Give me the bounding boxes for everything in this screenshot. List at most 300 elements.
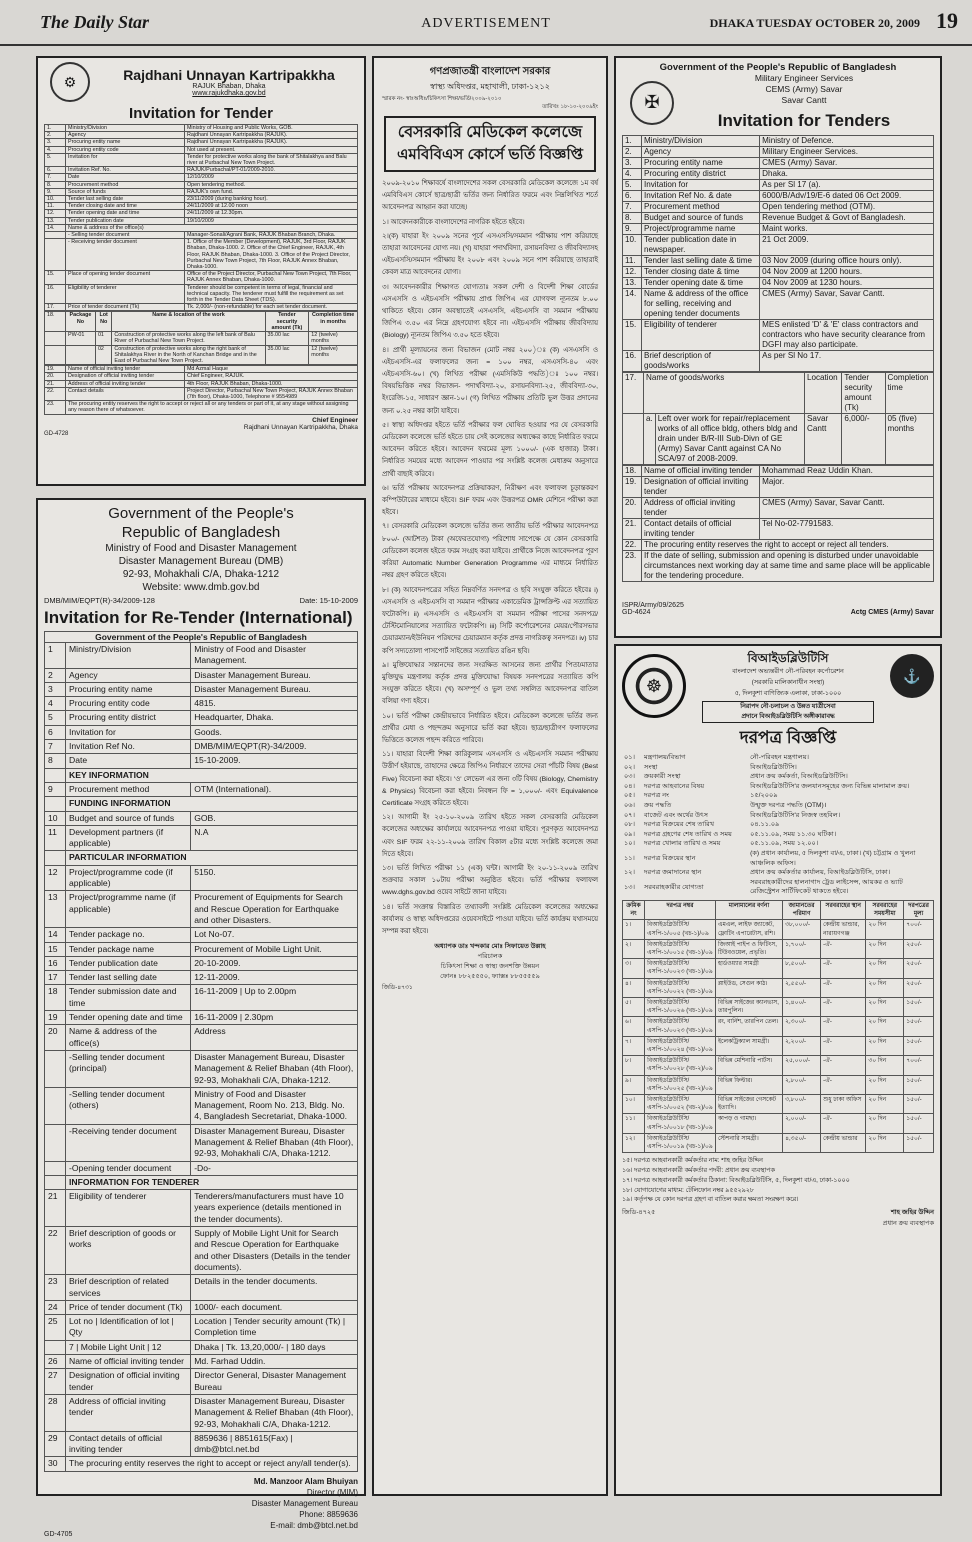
table-cell: বিআইডব্লিউটিসি/এসপি-১/০০২৩ (খচ-১)/০৯ <box>645 1017 716 1036</box>
mes-gov: Government of the People's Republic of Bangladesh <box>659 62 897 73</box>
table-row <box>623 235 934 256</box>
dmb-ministry: Ministry of Food and Disaster Management <box>105 543 297 554</box>
table-cell: Tender for protective works along the bank of Shitalakhya and Balu river at Purbachal New Town Project. <box>184 153 357 166</box>
table-cell: 04 Nov 2009 at 1230 hours. <box>760 278 934 289</box>
rajuk-signatory-org: Rajdhani Unnayan Kartripakkha, Dhaka <box>243 423 358 431</box>
dmb-retender-ad <box>36 498 366 1538</box>
table-cell: কেন্দ্রীয় ভান্ডার <box>821 1133 866 1152</box>
table-cell: Tender package name <box>66 942 191 956</box>
table-cell: 23/11/2009 (during banking hour). <box>184 196 357 203</box>
table-row <box>45 891 358 928</box>
table-cell: বিআইডব্লিউটিসি/এসপি-১/০০২৩ (খচ-১)/০৯ <box>645 959 716 978</box>
table-cell: Procuring entity code <box>66 697 191 711</box>
table-cell: CMES (Army) Savar. <box>760 158 934 169</box>
table-cell: 23 <box>45 1275 66 1301</box>
table-cell: 15-10-2009. <box>191 754 358 768</box>
table-row <box>623 477 934 498</box>
list-item <box>622 849 934 868</box>
biwtc-org: বিআইডব্লিউটিসি <box>747 651 829 665</box>
table-cell: 17. <box>623 373 644 414</box>
table-cell: 1000/- each document. <box>191 1300 358 1314</box>
table-cell: 17. <box>45 304 66 311</box>
table-cell: -ঐ- <box>821 1075 866 1094</box>
table-cell: 6000/B/Adv/19/E-6 dated 06 Oct 2009. <box>760 191 934 202</box>
table-row <box>623 519 934 540</box>
table-cell <box>45 797 66 811</box>
table-cell: ১১। <box>623 1114 645 1133</box>
table-row <box>45 740 358 754</box>
table-row <box>623 1056 934 1075</box>
list-item <box>622 811 934 821</box>
table-cell: 2. <box>623 147 642 158</box>
admission-paragraph: ১। আবেদনকারীকে বাংলাদেশের নাগরিক হইতে হইবে। <box>382 218 525 226</box>
table-row <box>45 139 358 146</box>
table-cell: ৩,৮০০/- <box>783 1094 821 1113</box>
table-cell: 7 <box>45 740 66 754</box>
table-cell: Procuring entity code <box>66 146 185 153</box>
table-cell: ২,২০০/- <box>783 1036 821 1055</box>
table-row <box>45 188 358 195</box>
table-cell: উন্মুক্ত দরপত্র পদ্ধতি (OTM)। <box>750 801 827 809</box>
table-cell: ১০। <box>624 840 635 848</box>
table-cell: 1. <box>623 136 642 147</box>
table-cell: Development partners (if applicable) <box>66 825 191 851</box>
table-cell: ২০ দিন <box>866 1114 904 1133</box>
table-cell: Invitation Ref. No. <box>66 167 185 174</box>
table-cell: Tk. 2,000/- (non-refundable) for each set tender document. <box>184 304 357 311</box>
table-cell: Date <box>66 754 191 768</box>
dmb-signatory-email[interactable]: E-mail: dmb@btcl.net.bd <box>270 1520 358 1530</box>
table-cell: বিআইডব্লিউটিসি। <box>750 763 797 771</box>
rajuk-info-table <box>44 124 358 311</box>
table-row <box>623 1075 934 1094</box>
table-cell: এমএল, লাইফ জ্যাকেট, ফ্লোটিং এপারেটাস, রশি। <box>715 920 782 939</box>
biwtc-footer <box>622 1156 934 1205</box>
table-cell: -ঐ- <box>821 997 866 1016</box>
table-cell: ৩। <box>623 959 645 978</box>
table-row <box>623 169 934 180</box>
table-cell: -ঐ- <box>821 1036 866 1055</box>
dmb-ad-code: GD-4705 <box>44 1530 73 1538</box>
table-cell: 12/10/2009 <box>184 174 357 181</box>
admission-paragraph: ১০। ভর্তি পরীক্ষা কেন্দ্রীয়ভাবে নির্ধারিত হইবে। মেডিকেল কলেজে ভর্তির জন্য প্রার্থীর মেধা ও পছন্দক্রম অনুসারে ভর্তি করা হইবে। ছাত্র/ছাত্রীগণ ফলাফলের ভিত্তিতে কলেজ পছন্দ করিতে পারিবে। <box>382 712 598 744</box>
table-cell: প্রধান ক্রয় কর্মকর্তার কার্যালয়, বিআইডব্লিউটিসি, ঢাকা। <box>750 869 891 877</box>
table-cell <box>45 768 66 782</box>
table-row <box>45 1087 358 1124</box>
table-row <box>45 373 358 380</box>
table-cell: ২,৩০০/- <box>783 1017 821 1036</box>
table-cell: ৯। <box>623 1075 645 1094</box>
list-item <box>622 878 934 897</box>
table-row <box>623 920 934 939</box>
table-cell: Name of official inviting tender <box>642 466 760 477</box>
table-cell: 12. <box>45 210 66 217</box>
table-cell: a. <box>644 414 656 465</box>
table-cell: Dhaka. <box>760 169 934 180</box>
table-cell: 3. <box>45 139 66 146</box>
table-row <box>45 811 358 825</box>
column-header: Package No <box>66 312 96 332</box>
column-header: Lot No <box>95 312 111 332</box>
biwtc-signatory-name: শাহ জহির উদ্দিন <box>890 1209 934 1217</box>
table-row <box>623 191 934 202</box>
list-item <box>622 820 934 830</box>
table-cell: 22 <box>45 1227 66 1275</box>
table-cell: ২০ দিন <box>866 1094 904 1113</box>
admission-dept: স্বাস্থ্য অধিদপ্তর, মহাখালী, ঢাকা-১২১২ <box>430 82 550 91</box>
table-row <box>623 959 934 978</box>
table-cell: Manager-Sonali/Agrani Bank, RAJUK Bhaban Branch, Dhaka. <box>184 232 357 239</box>
column-header: Completion time in months <box>309 312 358 332</box>
biwtc-ad-code: জিডি-৪৭২৫ <box>622 1209 656 1217</box>
admission-paragraph: ১৪। ভর্তি সংক্রান্ত বিস্তারিত তথ্যাবলী সংশ্লিষ্ট মেডিকেল কলেজের অধ্যক্ষের কার্যালয় ও স্বাস্থ্য অধিদপ্তরের ওয়েবসাইটে পাওয়া যাইবে। ভর্তি কার্যক্রম যথাসময়ে সম্পন্ন করা হইবে। <box>382 903 598 935</box>
table-cell: ১৫০/- <box>904 1094 934 1113</box>
admission-paragraph: ১৩। ভর্তি লিখিত পরীক্ষা ১১ (এক) ঘন্টা। আগামী ইং ২০-১১-২০০৯ তারিখ শুক্রবার সকাল ১০টায় পরীক্ষা অনুষ্ঠিত হইবে। ভর্তি পরীক্ষার ফলাফল www.dghs.gov.bd ওয়েব সাইটে জানা যাইবে। <box>382 864 598 897</box>
table-row <box>623 320 934 351</box>
admission-gov: গণপ্রজাতন্ত্রী বাংলাদেশ সরকার <box>429 66 551 77</box>
table-row <box>623 267 934 278</box>
table-row <box>623 551 934 582</box>
table-cell: ২। <box>623 939 645 958</box>
table-cell: CMES (Army) Savar, Savar Cantt. <box>760 498 934 519</box>
table-row <box>623 136 934 147</box>
table-cell: 6,000/- <box>842 414 885 465</box>
table-cell: 4 <box>45 697 66 711</box>
table-cell: ০৮। <box>624 821 635 829</box>
table-cell: ০৪। <box>624 782 635 790</box>
table-cell: Tender last selling date <box>66 196 185 203</box>
table-cell: RAJUK/Purbachal/PT-01/2009-2010. <box>184 167 357 174</box>
table-cell: Procurement method <box>66 181 185 188</box>
column-header: Location <box>805 373 842 414</box>
table-cell: Director General, Disaster Management Bureau <box>191 1369 358 1395</box>
table-cell: Supply of Mobile Light Unit for Search and Rescue Operation for Earthquake and other Disasters (Details in the tender documents). <box>191 1227 358 1275</box>
table-cell: OTM (International). <box>191 782 358 796</box>
table-cell: Maint works. <box>760 224 934 235</box>
table-cell: PW-01 <box>66 332 96 345</box>
table-cell: INFORMATION FOR TENDERER <box>66 1175 358 1189</box>
table-row <box>45 345 358 365</box>
table-cell: ১৫/২০০৯ <box>750 792 778 800</box>
admission-paragraph: ৮। (ক) আবেদনপত্রের সহিত নিম্নবর্ণিত সনদপত্র ও ছবি সংযুক্ত করিতে হইবেঃ i) এসএসসি ও এইচএসসি বা সমমান পরীক্ষার একাডেমিক ট্রান্সক্রিপ্ট এর সত্যায়িত ফটোকপি। ii) এসএসসি ও এইচএসসি বা সমমান পরীক্ষা পাসের সনদপত্র/টেস্টিমোনিয়ালের সত্যায়িত ফটোকপি। iii) সিটি কর্পোরেশনের মেয়র/পৌরসভার চেয়ারম্যান/ইউনিয়ন পরিষদের চেয়ারম্যান কর্তৃক প্রদত্ত নাগরিকত্ব সনদপত্র। iv) চার কপি সদ্যতোলা পাসপোর্ট সাইজের সত্যায়িত রঙিন ছবি। <box>382 586 598 655</box>
table-row <box>45 1275 358 1301</box>
table-cell: Ministry of Housing and Public Works, GOB. <box>184 125 357 132</box>
table-cell: 18. <box>45 312 66 332</box>
table-cell: Tender last selling date & time <box>642 256 760 267</box>
table-cell: 19 <box>45 1011 66 1025</box>
mes-contact-table <box>622 465 934 582</box>
table-row <box>45 942 358 956</box>
table-cell: 15. <box>623 320 642 351</box>
table-row <box>45 125 358 132</box>
table-cell: ০৪.১১.০৯ <box>750 821 780 829</box>
column-header: Tender security amount (Tk) <box>842 373 885 414</box>
table-cell: The procuring entity reserves the right to accept or reject all tenders. <box>642 540 934 551</box>
table-cell: বিভিন্ন ফিল্টার। <box>715 1075 782 1094</box>
table-cell: Tender opening date and time <box>66 210 185 217</box>
table-cell: ২০ দিন <box>866 1017 904 1036</box>
table-cell: হার্ডওয়্যার সামগ্রী <box>715 959 782 978</box>
table-cell: 16-11-2009 | Up to 2.00pm <box>191 985 358 1011</box>
table-cell: রং, বার্নিশ, তারপিন তেল। <box>715 1017 782 1036</box>
table-cell: ৮,৫০০/- <box>783 959 821 978</box>
table-cell: ১৫০/- <box>904 1075 934 1094</box>
table-cell: Dhaka | Tk. 13,20,000/- | 180 days <box>191 1340 358 1354</box>
table-cell: Project Director, Purbachal New Town Project, RAJUK Annex Bhaban (7th floor), Dhaka-1000, Telephone # 9554989 <box>184 387 357 400</box>
mes-signatory: Actg CMES (Army) Savar <box>850 609 934 616</box>
dmb-reference: DMB/MIM/EQPT(R)-34/2009-128 <box>44 596 155 605</box>
dmb-signatory-title: Director (MIM) <box>306 1487 358 1497</box>
table-cell: Ministry/Division <box>66 125 185 132</box>
table-row <box>623 289 934 320</box>
dmb-signatory-org: Disaster Management Bureau <box>251 1498 358 1508</box>
table-cell: ৭০০/- <box>904 1056 934 1075</box>
table-row <box>45 1457 358 1471</box>
table-cell: - Selling tender document <box>66 232 185 239</box>
table-row <box>45 1175 358 1189</box>
table-cell: Project/programme name (if applicable) <box>66 891 191 928</box>
list-item <box>622 830 934 840</box>
table-cell: Rajdhani Unnayan Kartripakkha (RAJUK). <box>184 132 357 139</box>
table-cell: দরপত্র খোলার তারিখ ও সময় <box>644 840 721 848</box>
table-cell: Invitation for <box>66 725 191 739</box>
table-cell: 11. <box>45 203 66 210</box>
table-row <box>623 256 934 267</box>
table-row <box>45 380 358 387</box>
table-row <box>45 210 358 217</box>
table-cell: বিভিন্ন সাইজের ক্যানভাস, তারপুলিন। <box>715 997 782 1016</box>
table-row <box>45 725 358 739</box>
table-cell: Name & address of the office for selling, receiving and opening tender documents <box>642 289 760 320</box>
table-cell: ক্রয়কারী সংস্থা <box>644 773 681 781</box>
table-cell: দরপত্র জমাদানের স্থান <box>644 869 702 877</box>
table-row <box>45 768 358 782</box>
table-cell: নৌ-পরিবহন মন্ত্রণালয়। <box>750 754 809 761</box>
table-cell <box>45 1087 66 1124</box>
table-cell: Disaster Management Bureau, Disaster Management & Relief Bhaban (4th Floor), 92-93, Mohakhali C/A, Dhaka-1212. <box>191 1050 358 1087</box>
dmb-website[interactable]: Website: www.dmb.gov.bd <box>142 582 260 593</box>
table-cell: বিআইডব্লিউটিসি/এসপি-১/০০২৮ (খচ-২)/০৯ <box>645 1056 716 1075</box>
table-cell: Md. Farhad Uddin. <box>191 1355 358 1369</box>
column-header: দরপত্রের মূল্য <box>904 900 934 919</box>
rajuk-ad-code: GD-4728 <box>44 430 69 437</box>
table-cell: Agency <box>642 147 760 158</box>
table-cell: ২০ দিন <box>866 997 904 1016</box>
table-cell: Ministry of Food and Disaster Management, Room No. 213, Bldg. No. 4, Bangladesh Secretariat, Dhaka-1000. <box>191 1087 358 1124</box>
table-cell: 14. <box>45 224 66 231</box>
table-cell: 21. <box>623 519 642 540</box>
table-cell: Tenderer should be competent in terms of legal, financial and technical capacity. The tenderer must fulfill the requirement as set forth in the Tender Data Sheet (TDS). <box>184 284 357 304</box>
table-cell: DMB/MIM/EQPT(R)-34/2009. <box>191 740 358 754</box>
table-cell: -ঐ- <box>821 978 866 997</box>
table-cell: Goods. <box>191 725 358 739</box>
table-cell: Procurement of Equipments for Search and Rescue Operation for Earthquake and other Disasters. <box>191 891 358 928</box>
table-row <box>45 146 358 153</box>
table-cell: 5. <box>623 180 642 191</box>
table-cell: ২০ দিন <box>866 1075 904 1094</box>
table-cell: দরপত্র বিক্রয়ের শেষ তারিখ <box>644 821 715 829</box>
table-cell: 27 <box>45 1369 66 1395</box>
table-cell: 22. <box>45 387 66 400</box>
table-cell: ০৫.১১.০৯, সময় ১২.০০। <box>750 840 819 848</box>
table-cell: Lot No-07. <box>191 928 358 942</box>
table-cell: Name of official inviting tender <box>66 366 185 373</box>
table-cell: Tel No-02-7791583. <box>760 519 934 540</box>
list-item <box>622 763 934 773</box>
table-cell: As per Sl No 17. <box>760 351 934 372</box>
table-cell: 2 <box>45 668 66 682</box>
mes-ad-code: GD-4624 <box>622 609 651 616</box>
table-cell: 26 <box>45 1355 66 1369</box>
table-cell: ৪। <box>623 978 645 997</box>
table-cell: Address of official inviting tender <box>642 498 760 519</box>
table-cell: -ঐ- <box>821 1017 866 1036</box>
admission-paragraph: ৫। স্বাস্থ্য অধিদপ্তর হইতে ভর্তি পরীক্ষার ফল ঘোষিত হওয়ার পর যে বেসরকারি মেডিকেল কলেজে ভর্তি হইতে চায় সেই কলেজের অধ্যক্ষের কাছে নির্ধারিত ফরমে আবেদন করিতে হইবে। আবেদন ফরমের মূল্য ১০০০/- (এক হাজার) টাকা। নির্ধারিত সময়ের মধ্যে আবেদন পাওয়ার পর সংশ্লিষ্ট কলেজ মেধাক্রম অনুসারে প্রার্থী বাছাই করিবে। <box>382 421 598 478</box>
table-cell: CMES (Army) Savar, Savar Cantt. <box>760 289 934 320</box>
table-cell: 4. <box>623 169 642 180</box>
table-cell: বিআইডব্লিউটিসি/এসপি-১/০০২৫ (খচ-২)/০৯ <box>645 1075 716 1094</box>
table-cell: Invitation Ref No. & date <box>642 191 760 202</box>
admission-paragraph: ৯। মুক্তিযোদ্ধার সন্তানদের জন্য সংরক্ষিত আসনের জন্য প্রার্থীর পিতা/মাতার মুক্তিযুদ্ধ মন্ত্রণালয় কর্তৃক প্রদত্ত মুক্তিযোদ্ধা বিষয়ক সনদপত্রের সত্যায়িত কপি সংযুক্ত করিতে হইবে। (খ) অসম্পূর্ণ ও ভুল তথ্য সম্বলিত আবেদনপত্র বাতিল বলিয়া গণ্য হইবে। <box>382 661 598 706</box>
table-cell: 9 <box>45 782 66 796</box>
table-cell: Disaster Management Bureau, Disaster Management & Relief Bhaban (4th Floor), 92-93, Mohakhali C/A, Dhaka-1212. <box>191 1124 358 1161</box>
table-cell: Place of opening tender document <box>66 271 185 284</box>
table-cell: Tender closing date & time <box>642 267 760 278</box>
column-header: Tender security amount (Tk) <box>265 312 309 332</box>
table-cell: 14. <box>623 289 642 320</box>
rajuk-website-link[interactable]: www.rajukdhaka.gov.bd <box>192 90 266 97</box>
table-header-row <box>623 373 934 414</box>
table-cell: Ministry of Food and Disaster Management. <box>191 643 358 669</box>
admission-signatory-name: অধ্যাপক ডাঃ খন্দকার মোঃ সিফায়েত উল্লাহ <box>434 943 546 951</box>
table-cell <box>45 232 66 239</box>
biwtc-emblem-icon: ⚓ <box>890 654 934 698</box>
table-cell: স্টেশনারি সামগ্রী। <box>715 1133 782 1152</box>
table-cell: ২,৫৫০/- <box>783 978 821 997</box>
table-cell <box>45 1124 66 1161</box>
table-cell: ৫। <box>623 997 645 1016</box>
table-cell: কাপড় ও গামছা। <box>715 1114 782 1133</box>
admission-memo: স্মারক নং- স্বাঃঅধিঃ/চিকিৎসা শিক্ষা/ভর্তি/২০০৯-২০১০ <box>382 96 502 102</box>
biwtc-address: ৫, দিলকুশা বাণিজ্যিক এলাকা, ঢাকা-১০০০ <box>734 690 842 697</box>
table-row <box>45 971 358 985</box>
table-cell: Eligibility of tenderer <box>66 284 185 304</box>
table-cell: As per Sl 17 (a). <box>760 180 934 191</box>
table-cell: KEY INFORMATION <box>66 768 358 782</box>
table-cell: 7 | Mobile Light Unit | 12 <box>66 1340 191 1354</box>
table-cell: -Do- <box>191 1161 358 1175</box>
admission-signatory-dept: চিকিৎসা শিক্ষা ও স্বাস্থ্য জনশক্তি উন্নয়ন <box>440 963 540 971</box>
biwtc-slogan-2: প্রদানে বিআইডব্লিউটিসি অঙ্গীকারাবদ্ধ <box>741 713 835 720</box>
table-cell: 9. <box>623 224 642 235</box>
biwtc-slogan-1: নিরাপদ নৌ-চলাচল ও উন্নত যাত্রীসেবা <box>740 703 836 710</box>
table-cell: Contact details <box>66 387 185 400</box>
table-cell: Procuring entity name <box>642 158 760 169</box>
table-cell: -ঐ- <box>821 959 866 978</box>
table-cell: ২৫,০০০/- <box>783 1056 821 1075</box>
table-cell: -Receiving tender document <box>66 1124 191 1161</box>
table-cell: সরবরাহকারীর যোগ্যতা <box>644 883 704 891</box>
dmb-date: Date: 15-10-2009 <box>299 596 358 605</box>
table-cell: Procuring entity name <box>66 139 185 146</box>
table-cell: 3 <box>45 682 66 696</box>
table-cell: 23. <box>623 551 642 582</box>
column-header: Completion time <box>885 373 933 414</box>
table-cell: 16-11-2009 | 2.30pm <box>191 1011 358 1025</box>
table-cell: 2. <box>45 132 66 139</box>
table-cell: 22. <box>623 540 642 551</box>
table-cell: 10 <box>45 811 66 825</box>
table-row <box>45 865 358 891</box>
table-row <box>45 1369 358 1395</box>
table-row <box>623 1133 934 1152</box>
table-cell: The procuring entity reserves the right to accept or reject all or any tenders or part of it, at any stage without assigning any reason there of whatsoever. <box>66 401 358 414</box>
page-number: 19 <box>936 8 958 33</box>
table-cell: 24/11/2009 at 12.00 noon <box>184 203 357 210</box>
table-cell: FUNDING INFORMATION <box>66 797 358 811</box>
table-cell: ৪,৩৫০/- <box>783 1133 821 1152</box>
table-cell: Disaster Management Bureau. <box>191 682 358 696</box>
table-row <box>45 1431 358 1457</box>
table-cell: 8. <box>45 181 66 188</box>
table-cell: 19. <box>45 366 66 373</box>
table-cell: 10. <box>623 235 642 256</box>
table-cell: Tender last selling date <box>66 971 191 985</box>
table-cell: 30 <box>45 1457 66 1471</box>
table-cell: Tenderers/manufacturers must have 10 years experience (details mentioned in the tender documents). <box>191 1190 358 1227</box>
table-cell: 15 <box>45 942 66 956</box>
medical-admission-ad <box>372 56 608 1496</box>
table-cell: Headquarter, Dhaka. <box>191 711 358 725</box>
table-cell: Source of funds <box>66 188 185 195</box>
table-cell: 02 <box>95 345 111 365</box>
table-row <box>45 956 358 970</box>
table-cell: Procuring entity district <box>66 711 191 725</box>
table-cell: Name of official inviting tender <box>66 1355 191 1369</box>
table-cell: Budget and source of funds <box>66 811 191 825</box>
list-item <box>622 839 934 849</box>
table-cell: কেন্দ্রীয় ভান্ডার, নারায়ণগঞ্জ <box>821 920 866 939</box>
table-cell: ২,০০০/- <box>783 1114 821 1133</box>
table-cell: 8859636 | 8851615(Fax) | dmb@btcl.net.bd <box>191 1431 358 1457</box>
table-cell: Name & address of the office(s) <box>66 224 358 231</box>
table-cell: Budget and source of funds <box>642 213 760 224</box>
table-cell: Address of official inviting tender <box>66 380 185 387</box>
table-cell: 3. <box>623 158 642 169</box>
table-cell: Brief description of related services <box>66 1275 191 1301</box>
table-cell: ০৫। <box>624 792 635 800</box>
table-cell: ১২। <box>623 1133 645 1152</box>
table-row <box>45 387 358 400</box>
table-cell: Procuring entity district <box>642 169 760 180</box>
table-cell: 9. <box>45 188 66 195</box>
table-cell: -ঐ- <box>821 1056 866 1075</box>
table-row <box>45 711 358 725</box>
table-cell: ৩০ দিন <box>866 1056 904 1075</box>
table-row <box>623 224 934 235</box>
biwtc-info-list <box>622 753 934 897</box>
table-cell: Contact details of official inviting tender <box>642 519 760 540</box>
table-cell: Date <box>66 174 185 181</box>
table-cell: Details in the tender documents. <box>191 1275 358 1301</box>
mes-info-table <box>622 135 934 372</box>
table-cell: Tender opening date & time <box>642 278 760 289</box>
table-cell: ০১। <box>624 754 635 761</box>
table-cell <box>45 239 66 271</box>
table-cell: 10. <box>45 196 66 203</box>
table-cell: ১৩। <box>624 883 635 891</box>
rajuk-contact-table <box>44 365 358 414</box>
